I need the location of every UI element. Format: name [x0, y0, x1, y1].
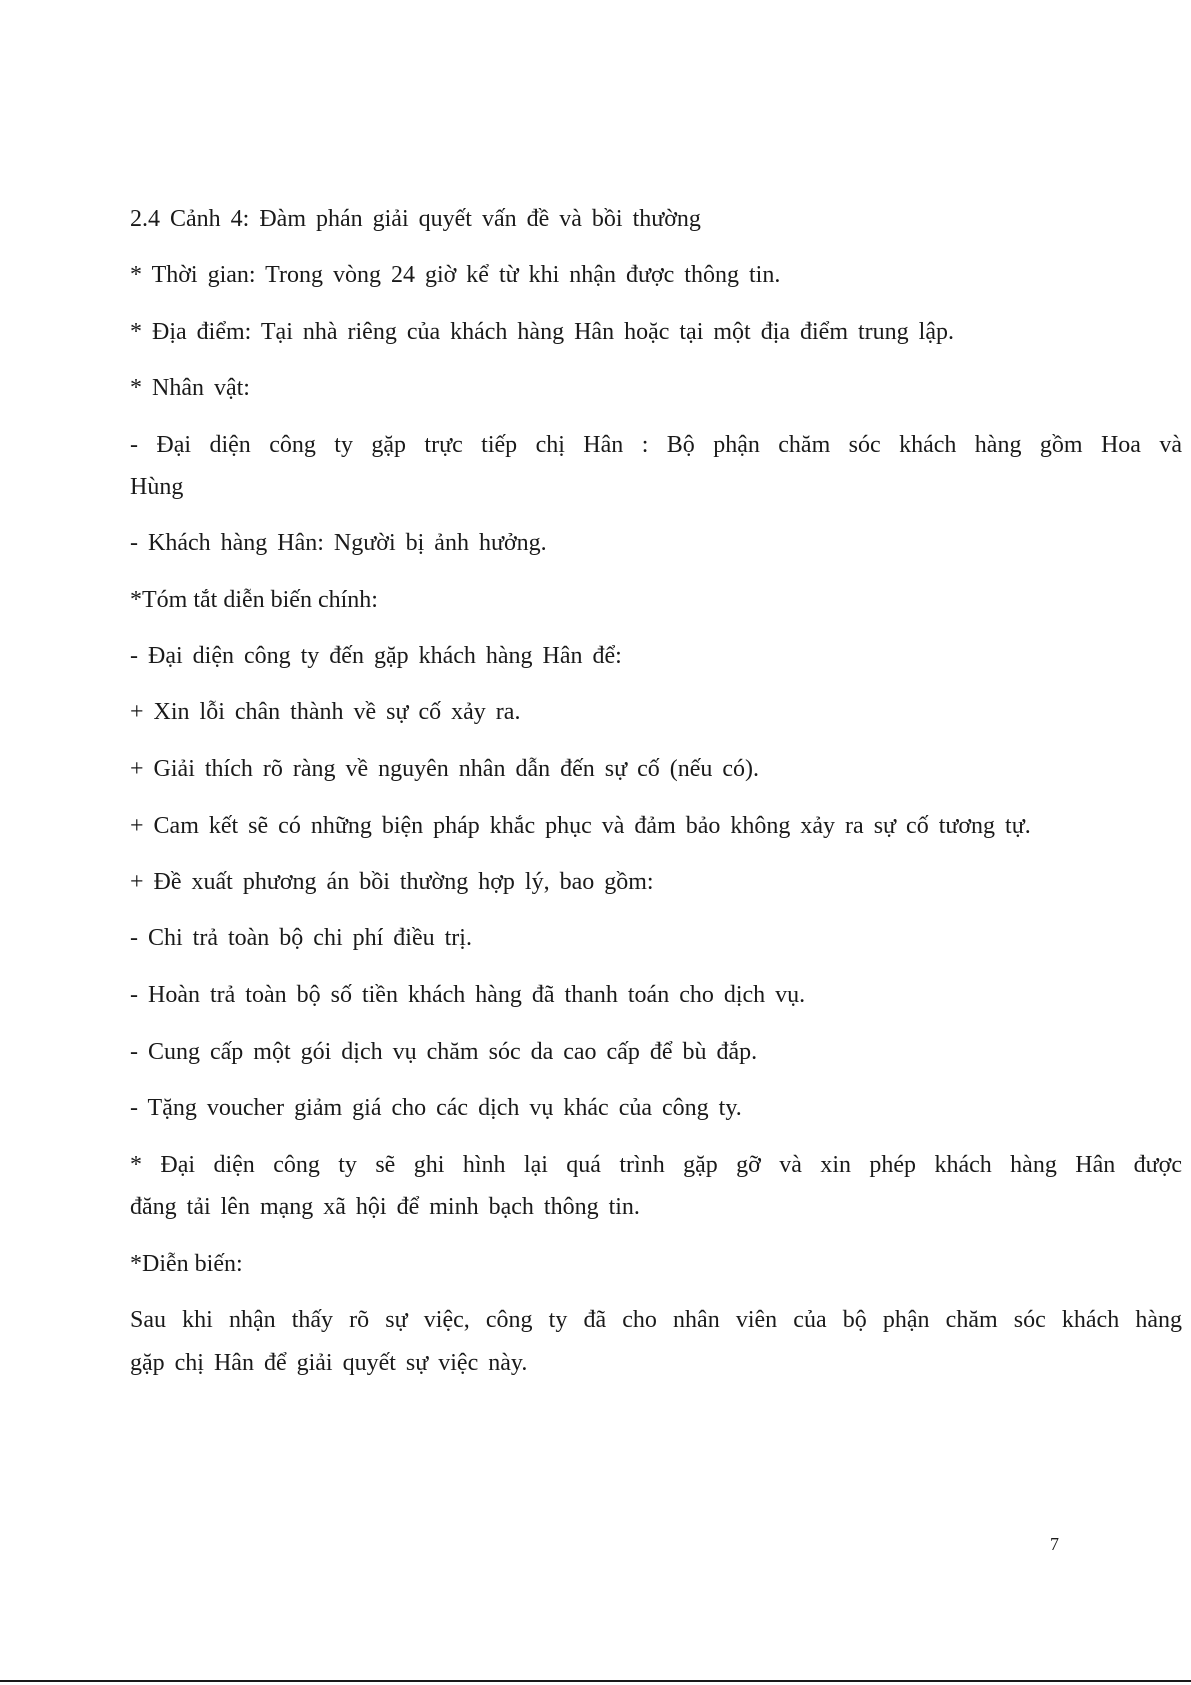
- section-heading: 2.4 Cảnh 4: Đàm phán giải quyết vấn đề và bồi thường: [130, 206, 701, 232]
- record-line1: * Đại diện công ty sẽ ghi hình lại quá trình gặp gỡ và xin phép khách hàng Hân được: [130, 1152, 1182, 1178]
- compensation-4: - Tặng voucher giảm giá cho các dịch vụ khác của công ty.: [130, 1095, 742, 1121]
- compensation-2: - Hoàn trả toàn bộ số tiền khách hàng đã thanh toán cho dịch vụ.: [130, 982, 806, 1008]
- step-3: + Cam kết sẽ có những biện pháp khắc phục và đảm bảo không xảy ra sự cố tương tự.: [130, 813, 1031, 839]
- events-line2: gặp chị Hân để giải quyết sự việc này.: [130, 1350, 528, 1376]
- compensation-1: - Chi trả toàn bộ chi phí điều trị.: [130, 925, 472, 951]
- place-line: * Địa điểm: Tại nhà riêng của khách hàng Hân hoặc tại một địa điểm trung lập.: [130, 319, 954, 345]
- step-1: + Xin lỗi chân thành về sự cố xảy ra.: [130, 699, 521, 725]
- events-line1: Sau khi nhận thấy rõ sự việc, công ty đã cho nhân viên của bộ phận chăm sóc khách hàng: [130, 1307, 1182, 1333]
- page-number: 7: [1050, 1534, 1059, 1554]
- summary-label: *Tóm tắt diễn biến chính:: [130, 587, 378, 613]
- step-2: + Giải thích rõ ràng về nguyên nhân dẫn đến sự cố (nếu có).: [130, 756, 760, 782]
- step-4: + Đề xuất phương án bồi thường hợp lý, bao gồm:: [130, 869, 654, 895]
- summary-intro: - Đại diện công ty đến gặp khách hàng Hân để:: [130, 643, 622, 669]
- events-label: *Diễn biến:: [130, 1251, 243, 1277]
- time-line: * Thời gian: Trong vòng 24 giờ kể từ khi nhận được thông tin.: [130, 262, 781, 288]
- compensation-3: - Cung cấp một gói dịch vụ chăm sóc da cao cấp để bù đắp.: [130, 1039, 758, 1065]
- record-line2: đăng tải lên mạng xã hội để minh bạch thông tin.: [130, 1194, 640, 1220]
- bottom-rule: [0, 1680, 1191, 1682]
- characters-label: * Nhân vật:: [130, 375, 250, 401]
- character-2-line: - Khách hàng Hân: Người bị ảnh hưởng.: [130, 530, 547, 556]
- character-1-line2: Hùng: [130, 474, 184, 500]
- character-1-line1: - Đại diện công ty gặp trực tiếp chị Hân : Bộ phận chăm sóc khách hàng gồm Hoa và: [130, 432, 1182, 458]
